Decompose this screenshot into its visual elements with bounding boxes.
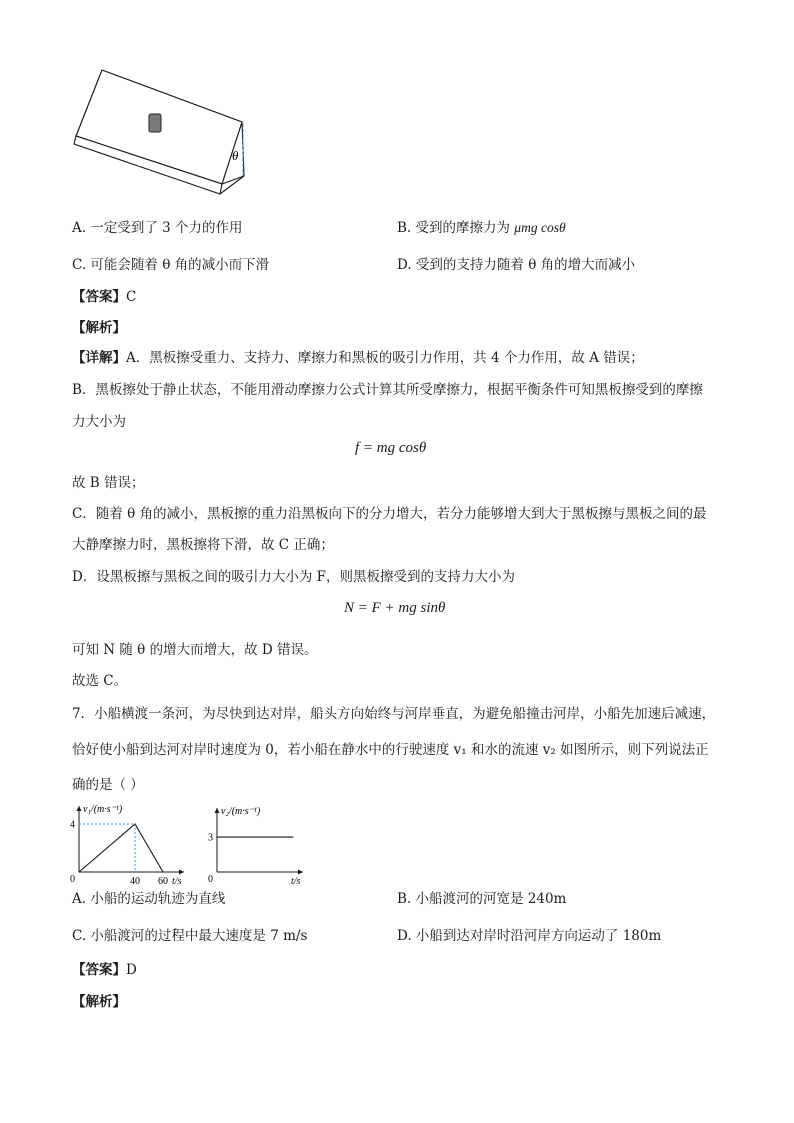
q6-option-d: D. 受到的支持力随着 θ 角的增大而减小 xyxy=(397,257,636,273)
series-line xyxy=(79,824,163,872)
y-axis-label: v₂/(m·s⁻¹) xyxy=(221,806,261,817)
q6-detail-b2: 力大小为 xyxy=(72,414,126,430)
q6-option-a: A. 一定受到了 3 个力的作用 xyxy=(72,220,243,236)
q6-option-b xyxy=(397,218,566,238)
y-axis-arrow xyxy=(215,808,220,813)
y-tick-label: 4 xyxy=(70,819,75,831)
answer-tag: 【答案】 xyxy=(72,962,126,978)
answer-value: D xyxy=(126,962,137,978)
x-axis-arrow xyxy=(179,870,184,875)
q7-option-a: A. 小船的运动轨迹为直线 xyxy=(72,891,226,907)
y-axis-label: v₁/(m·s⁻¹) xyxy=(83,804,123,815)
x-axis-arrow xyxy=(298,870,303,875)
x-tick-label: 40 xyxy=(130,876,140,886)
q6-analysis-tag: 【解析】 xyxy=(72,320,126,336)
q7-analysis-tag: 【解析】 xyxy=(72,994,126,1010)
q7-stem-line3: 确的是（ ） xyxy=(72,777,144,793)
answer-value: C xyxy=(126,289,137,305)
eraser xyxy=(149,114,161,132)
formula-normal-force: N = F + mg sinθ xyxy=(344,600,446,616)
q6-detail-c1: C．随着 θ 角的减小，黑板擦的重力沿黑板向下的分力增大，若分力能够增大到大于黑板擦与黑板之间的最 xyxy=(72,506,707,522)
y-axis-arrow xyxy=(77,806,82,811)
q6-detail-d1: D．设黑板擦与黑板之间的吸引力大小为 F，则黑板擦受到的支持力大小为 xyxy=(72,569,515,585)
origin-label: 0 xyxy=(208,874,213,885)
q6-conclusion: 故选 C。 xyxy=(72,673,128,689)
answer-tag: 【答案】 xyxy=(72,289,126,305)
q7-stem-line1: 7．小船横渡一条河，为尽快到达对岸，船头方向始终与河岸垂直，为避免船撞击河岸，小船先加速后减速， xyxy=(72,706,716,722)
x-axis-label: t/s xyxy=(291,876,301,886)
q6-detail-a xyxy=(72,348,644,368)
data-point xyxy=(78,871,79,872)
data-point xyxy=(216,836,217,837)
q7-option-c: C. 小船渡河的过程中最大速度是 7 m/s xyxy=(72,928,308,944)
q7-answer xyxy=(72,960,137,980)
q7-option-b: B. 小船渡河的河宽是 240m xyxy=(397,891,567,907)
q7-option-d: D. 小船到达对岸时沿河岸方向运动了 180m xyxy=(397,928,662,944)
board-base xyxy=(222,176,244,184)
q6-detail-b3: 故 B 错误； xyxy=(72,475,145,491)
chart-v1 xyxy=(66,796,196,886)
origin-label: 0 xyxy=(70,874,75,885)
q6-answer xyxy=(72,287,136,307)
q6-option-c: C. 可能会随着 θ 角的减小而下滑 xyxy=(72,257,270,273)
theta-label: θ xyxy=(232,148,239,163)
x-tick-label: 60 xyxy=(158,876,168,886)
q6-option-b-formula: μmg cosθ xyxy=(514,220,566,235)
formula-friction: f = mg cosθ xyxy=(355,440,427,456)
q7-stem-line2: 恰好使小船到达河对岸时速度为 0，若小船在静水中的行驶速度 v₁ 和水的流速 v₂ 如图所示，则下列说法正 xyxy=(72,742,709,758)
q6-detail-b1: B．黑板擦处于静止状态，不能用滑动摩擦力公式计算其所受摩擦力，根据平衡条件可知黑板擦受到的摩擦 xyxy=(72,382,703,398)
data-point xyxy=(162,871,163,872)
q6-option-b-text: B. 受到的摩擦力为 xyxy=(397,220,515,236)
x-axis-label: t/s xyxy=(172,876,182,886)
q6-detail-d2: 可知 N 随 θ 的增大而增大，故 D 错误。 xyxy=(72,642,318,658)
detail-a-text: A．黑板擦受重力、支持力、摩擦力和黑板的吸引力作用，共 4 个力作用，故 A 错误； xyxy=(126,350,644,366)
data-point xyxy=(292,836,293,837)
q6-detail-c2: 大静摩擦力时，黑板擦将下滑，故 C 正确； xyxy=(72,537,334,553)
y-tick-label: 3 xyxy=(208,832,213,844)
chart-v2 xyxy=(205,798,315,886)
blackboard-figure xyxy=(72,64,262,198)
detail-tag: 【详解】 xyxy=(72,350,126,366)
